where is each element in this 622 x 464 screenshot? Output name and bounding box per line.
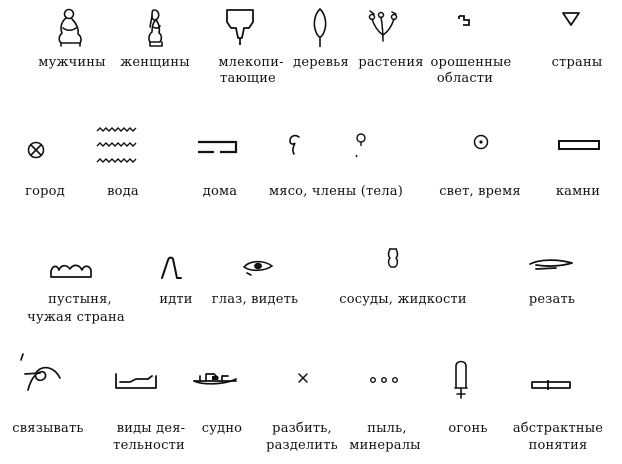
city-icon <box>26 140 46 160</box>
label-flesh: мясо, члены (тела) <box>268 184 404 199</box>
flesh-icon <box>287 133 303 157</box>
jar-icon <box>385 246 401 270</box>
sun-icon <box>472 133 490 151</box>
small-flesh-variant-icon <box>354 131 368 159</box>
cross-icon <box>296 371 310 385</box>
rope-icon <box>16 352 64 394</box>
tool-icon <box>112 370 160 392</box>
label-mammals-line1: млекопи- <box>218 55 284 70</box>
label-walk: идти <box>159 292 193 307</box>
label-break-line2: разделить <box>266 438 338 453</box>
plant-icon <box>367 7 399 43</box>
label-vessels-liquids: сосуды, жидкости <box>339 292 467 307</box>
label-abstract-line2: понятия <box>528 438 588 453</box>
label-activities-line2: тельности <box>113 438 185 453</box>
hill-country-icon <box>561 10 581 28</box>
label-eye-see: глаз, видеть <box>211 292 299 307</box>
label-city: город <box>25 184 65 199</box>
label-dust-line2: минералы <box>349 438 421 453</box>
label-fire: огонь <box>448 421 488 436</box>
seated-man-icon <box>52 6 88 48</box>
label-houses: дома <box>202 184 238 199</box>
house-icon <box>196 139 238 155</box>
label-water: вода <box>107 184 139 199</box>
stone-block-icon <box>557 138 601 152</box>
label-irrigated-line1: орошенные <box>430 55 512 70</box>
label-abstract-line1: абстрактные <box>512 421 604 436</box>
papyrus-roll-icon <box>528 377 574 393</box>
label-stones: камни <box>555 184 601 199</box>
label-irrigated-line2: области <box>436 71 494 86</box>
brazier-icon <box>451 358 471 402</box>
eye-icon <box>241 258 275 278</box>
label-light-time: свет, время <box>439 184 521 199</box>
label-desert-line2: чужая страна <box>27 310 125 325</box>
label-bind: связывать <box>12 421 84 436</box>
label-boat: судно <box>201 421 243 436</box>
udder-icon <box>225 8 255 48</box>
label-dust-line1: пыль, <box>367 421 407 436</box>
grains-icon <box>368 375 400 385</box>
label-trees: деревья <box>293 55 349 70</box>
knife-icon <box>528 256 574 274</box>
legs-icon <box>159 255 183 281</box>
boat-icon <box>192 368 238 388</box>
label-desert-line1: пустыня, <box>48 292 112 307</box>
desert-icon <box>48 262 94 280</box>
irrigated-land-icon <box>457 14 471 28</box>
label-mammals-line2: тающие <box>220 71 276 86</box>
water-icon <box>95 126 139 166</box>
label-cut: резать <box>528 292 576 307</box>
label-break-line1: разбить, <box>272 421 332 436</box>
label-activities-line1: виды дея- <box>116 421 186 436</box>
label-men: мужчины <box>38 55 106 70</box>
label-plants: растения <box>358 55 424 70</box>
label-women: женщины <box>120 55 190 70</box>
label-countries: страны <box>551 55 603 70</box>
tree-icon <box>311 7 329 49</box>
seated-woman-icon <box>142 7 170 49</box>
